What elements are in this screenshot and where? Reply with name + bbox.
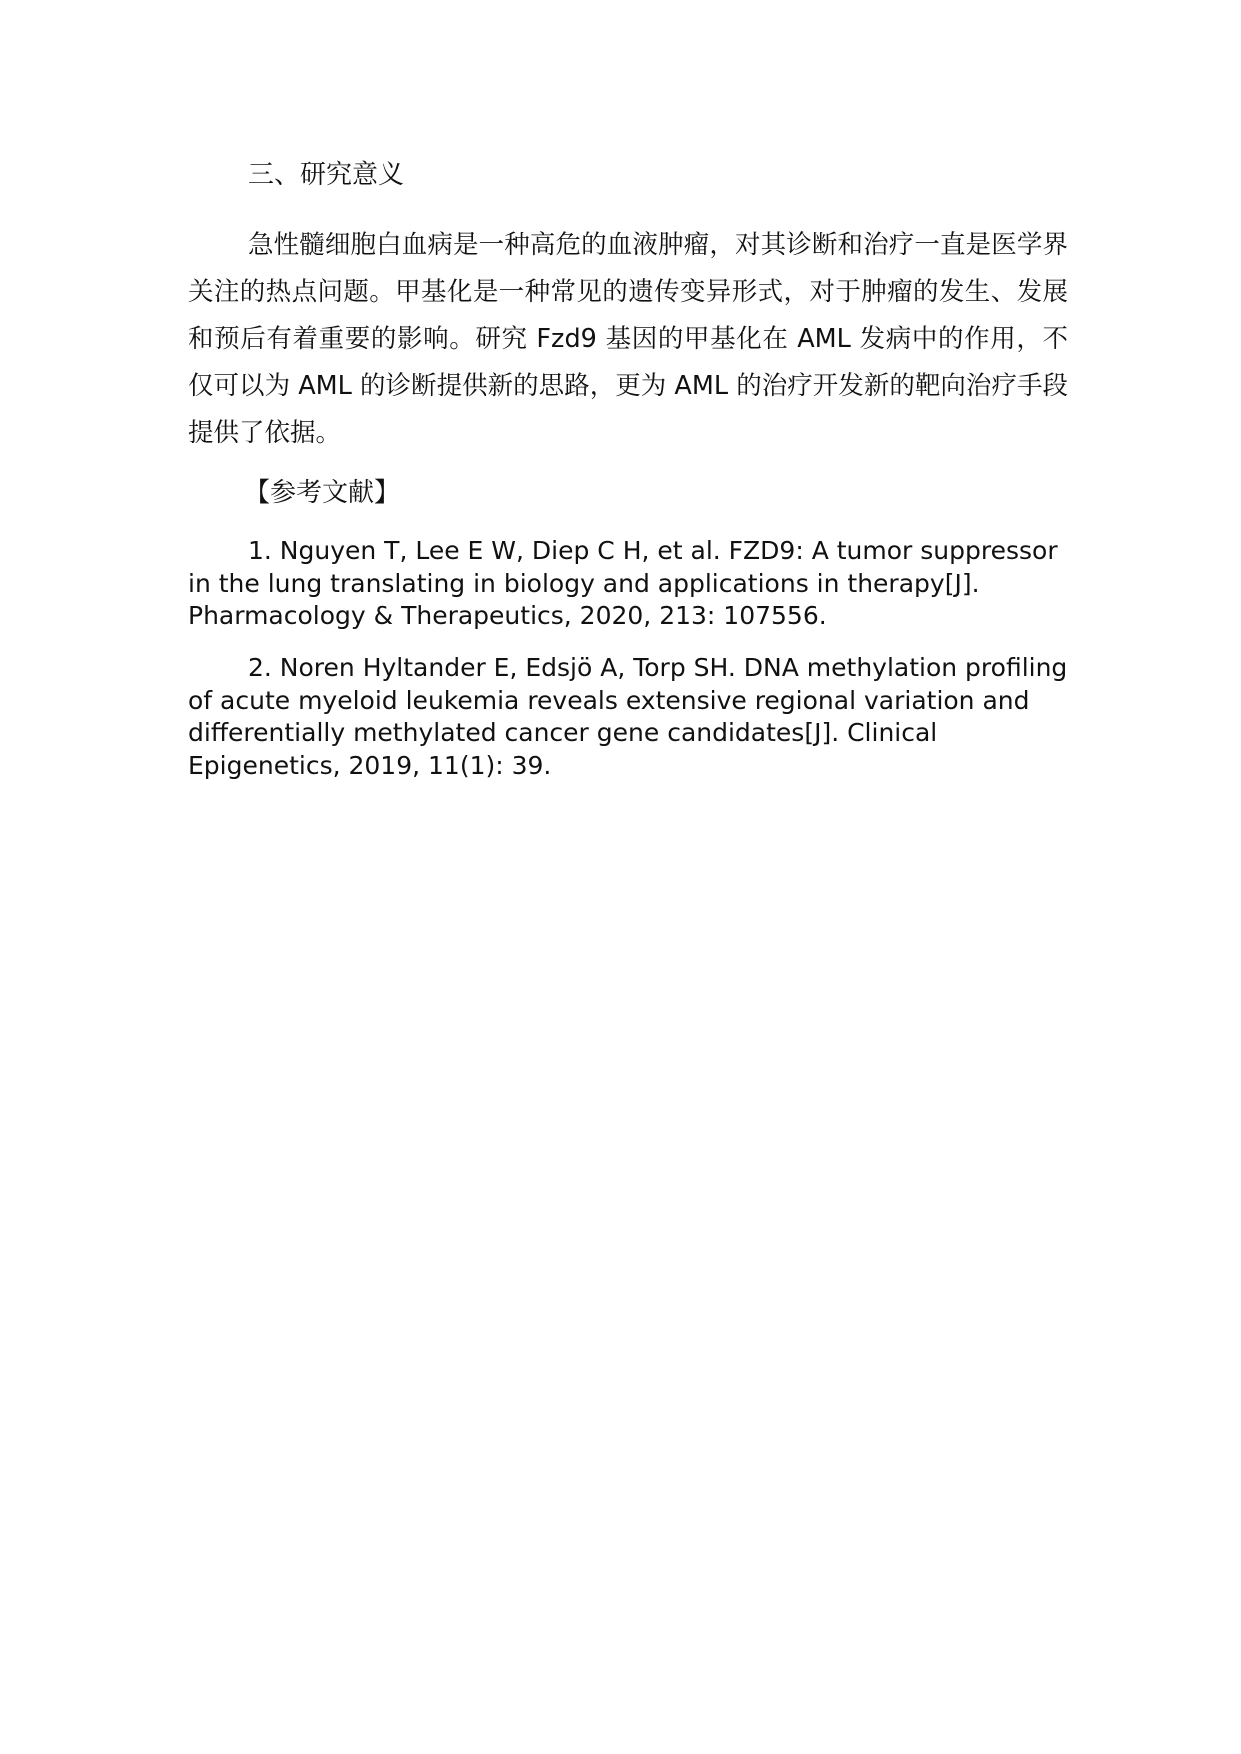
references-heading: 【参考文献】 <box>244 478 401 508</box>
section-paragraph: 急性髓细胞白血病是一种高危的血液肿瘤，对其诊断和治疗一直是医学界关注的热点问题。甲基化是一种常见的遗传变异形式，对于肿瘤的发生、发展和预后有着重要的影响。研究 Fzd9 基因的甲基化在 AML 发病中的作用，不仅可以为 AML 的诊断提供新的思路，更为 AML 的治疗开发新的靶向治疗手段提供了依据。 <box>188 230 1068 448</box>
reference-item-2: 2. Noren Hyltander E, Edsjö A, Torp SH. DNA methylation profiling of acute myeloid leukemia reveals extensive regional variation and differentially methylated cancer gene candidates[J]. Clinical Epigenetics, 2019, 11(1): 39. <box>188 653 1068 780</box>
reference-item-1: 1. Nguyen T, Lee E W, Diep C H, et al. FZD9: A tumor suppressor in the lung translating in biology and applications in therapy[J]. Pharmacology & Therapeutics, 2020, 213: 107556. <box>188 536 1058 630</box>
section-heading: 三、研究意义 <box>248 160 405 190</box>
